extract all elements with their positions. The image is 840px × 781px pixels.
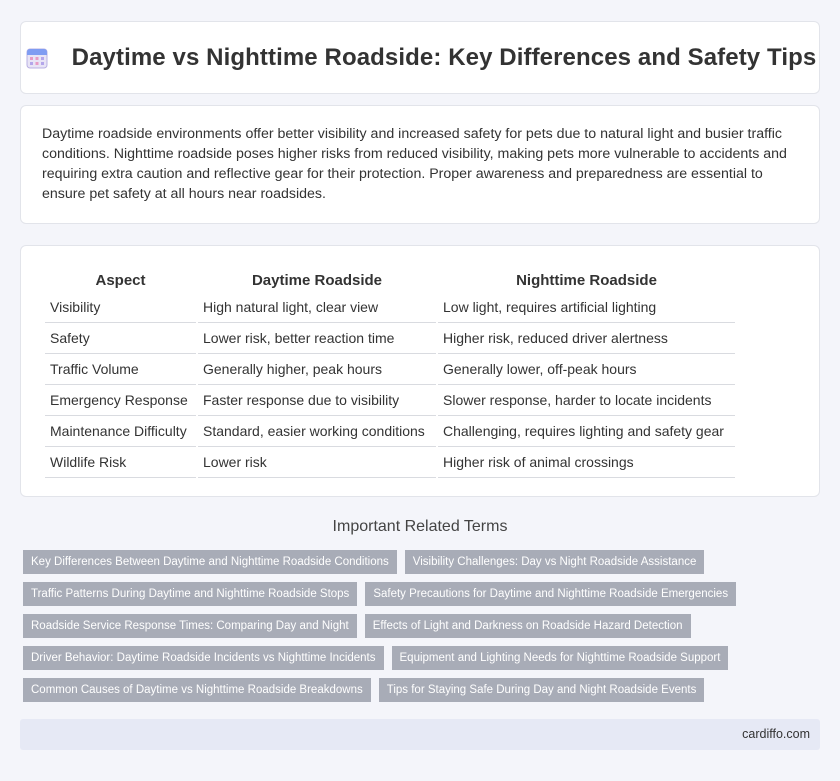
table-cell: Faster response due to visibility <box>198 385 436 416</box>
table-cell: Traffic Volume <box>45 354 196 385</box>
table-row <box>45 416 735 447</box>
table-cell: Challenging, requires lighting and safety gear <box>438 416 735 447</box>
table-cell: Higher risk, reduced driver alertness <box>438 323 735 354</box>
related-term-link[interactable]: Traffic Patterns During Daytime and Nighttime Roadside Stops <box>23 582 357 606</box>
related-term-link[interactable]: Key Differences Between Daytime and Nighttime Roadside Conditions <box>23 550 397 574</box>
intro-card <box>20 105 820 224</box>
column-header-daytime: Daytime Roadside <box>251 272 383 289</box>
column-header-nighttime: Nighttime Roadside <box>516 272 657 289</box>
comparison-table <box>43 266 737 478</box>
table-cell: Higher risk of animal crossings <box>438 447 735 478</box>
table-header-row <box>45 266 735 292</box>
table-cell: Maintenance Difficulty <box>45 416 196 447</box>
column-header-aspect: Aspect <box>95 272 146 289</box>
table-cell: Slower response, harder to locate incidents <box>438 385 735 416</box>
table-row <box>45 385 735 416</box>
related-term-link[interactable]: Safety Precautions for Daytime and Nighttime Roadside Emergencies <box>365 582 736 606</box>
related-term-link[interactable]: Tips for Staying Safe During Day and Night Roadside Events <box>379 678 705 702</box>
footer-site-link[interactable]: cardiffo.com <box>742 727 810 741</box>
tag-row <box>23 678 823 702</box>
table-cell: Standard, easier working conditions <box>198 416 436 447</box>
related-term-link[interactable]: Effects of Light and Darkness on Roadside Hazard Detection <box>365 614 691 638</box>
related-terms-title: Important Related Terms <box>332 518 508 535</box>
comparison-table-card <box>20 245 820 497</box>
calendar-icon <box>24 45 50 71</box>
table-row <box>45 323 735 354</box>
related-terms-list <box>23 550 823 710</box>
tag-row <box>23 582 823 606</box>
table-cell: Wildlife Risk <box>45 447 196 478</box>
table-cell: Generally higher, peak hours <box>198 354 436 385</box>
related-term-link[interactable]: Equipment and Lighting Needs for Nighttime Roadside Support <box>392 646 729 670</box>
related-term-link[interactable]: Visibility Challenges: Day vs Night Roadside Assistance <box>405 550 705 574</box>
tag-row <box>23 646 823 670</box>
intro-text: Daytime roadside environments offer better visibility and increased safety for pets due to natural light and busier traffic conditions. Nighttime roadside poses higher risks from reduced visibility, making pets more vulnerable to accidents and requiring extra caution and reflective gear for their protection. Proper awareness and preparedness are essential to ensure pet safety at all hours near roadsides. <box>42 126 787 202</box>
tag-row <box>23 550 823 574</box>
table-cell: Emergency Response <box>45 385 196 416</box>
related-term-link[interactable]: Roadside Service Response Times: Comparing Day and Night <box>23 614 357 638</box>
tag-row <box>23 614 823 638</box>
page-title: Daytime vs Nighttime Roadside: Key Differences and Safety Tips <box>71 43 817 71</box>
table-cell: Lower risk <box>198 447 436 478</box>
table-row <box>45 447 735 478</box>
table-cell: Generally lower, off-peak hours <box>438 354 735 385</box>
related-term-link[interactable]: Common Causes of Daytime vs Nighttime Roadside Breakdowns <box>23 678 371 702</box>
header-card <box>20 21 820 94</box>
related-term-link[interactable]: Driver Behavior: Daytime Roadside Incidents vs Nighttime Incidents <box>23 646 384 670</box>
footer <box>20 719 820 750</box>
table-cell: Safety <box>45 323 196 354</box>
table-cell: High natural light, clear view <box>198 292 436 323</box>
table-row <box>45 292 735 323</box>
table-cell: Lower risk, better reaction time <box>198 323 436 354</box>
table-row <box>45 354 735 385</box>
table-cell: Low light, requires artificial lighting <box>438 292 735 323</box>
table-cell: Visibility <box>45 292 196 323</box>
